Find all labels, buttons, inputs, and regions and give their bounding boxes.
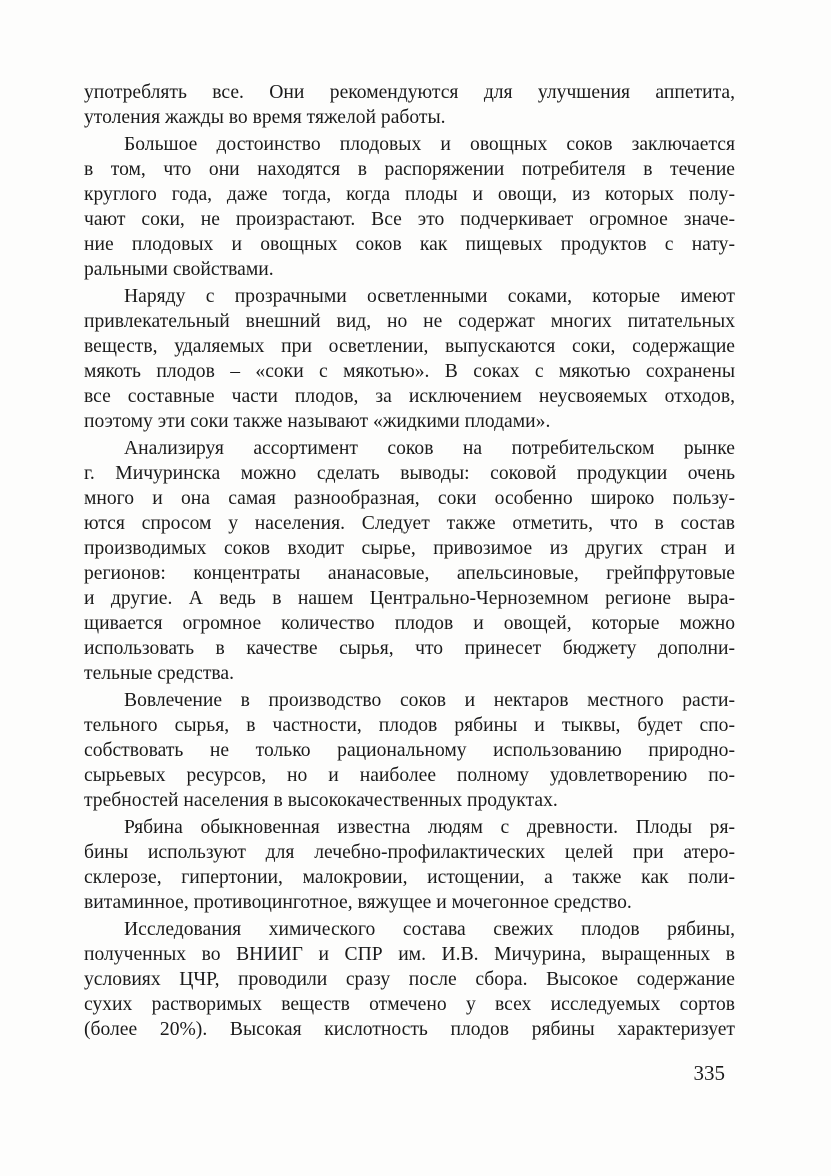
text-line: чают соки, не произрастают. Все это подчеркивает огромное значе- — [84, 209, 735, 230]
text-line: щивается огромное количество плодов и овощей, которые можно — [84, 613, 735, 634]
text-line: тельные средства. — [84, 663, 234, 684]
text-line: Большое достоинство плодовых и овощных соков заключается — [124, 134, 735, 155]
text-line: собствовать не только рациональному использованию природно- — [84, 740, 735, 761]
text-line: использовать в качестве сырья, что принесет бюджету дополни- — [84, 638, 735, 659]
text-line: Анализируя ассортимент соков на потребительском рынке — [124, 438, 735, 459]
text-line: ются спросом у населения. Следует также отметить, что в состав — [84, 513, 735, 534]
text-line: Наряду с прозрачными осветленными соками, которые имеют — [124, 286, 735, 307]
text-line: и другие. А ведь в нашем Центрально-Черноземном регионе выра- — [84, 588, 735, 609]
text-line: в том, что они находятся в распоряжении потребителя в течение — [84, 159, 735, 180]
text-line: склерозе, гипертонии, малокровии, истощении, а также как поли- — [84, 867, 735, 888]
text-line: веществ, удаляемых при осветлении, выпускаются соки, содержащие — [84, 336, 735, 357]
text-line: ральными свойствами. — [84, 259, 274, 280]
text-line: Вовлечение в производство соков и нектаров местного расти- — [124, 690, 735, 711]
text-line: мякоть плодов – «соки с мякотью». В соках с мякотью сохранены — [84, 361, 735, 382]
text-line: круглого года, даже тогда, когда плоды и овощи, из которых полу- — [84, 184, 735, 205]
text-line: поэтому эти соки также называют «жидкими плодами». — [84, 411, 551, 432]
text-line: производимых соков входит сырье, привозимое из других стран и — [84, 538, 735, 559]
text-line: все составные части плодов, за исключением неусвояемых отходов, — [84, 386, 735, 407]
page-number: 335 — [693, 1061, 725, 1085]
text-line: бины используют для лечебно-профилактических целей при атеро- — [84, 842, 735, 863]
text-line: Исследования химического состава свежих плодов рябины, — [124, 919, 735, 940]
text-line: регионов: концентраты ананасовые, апельсиновые, грейпфрутовые — [84, 563, 735, 584]
text-line: (более 20%). Высокая кислотность плодов рябины характеризует — [84, 1019, 735, 1040]
text-line: г. Мичуринска можно сделать выводы: соковой продукции очень — [84, 463, 735, 484]
text-line: ние плодовых и овощных соков как пищевых продуктов с нату- — [84, 234, 735, 255]
text-line: много и она самая разнообразная, соки особенно широко пользу- — [84, 488, 735, 509]
text-line: привлекательный внешний вид, но не содержат многих питательных — [84, 311, 735, 332]
text-line: Рябина обыкновенная известна людям с древности. Плоды ря- — [124, 817, 735, 838]
text-line: условиях ЦЧР, проводили сразу после сбора. Высокое содержание — [84, 969, 735, 990]
text-line: употреблять все. Они рекомендуются для улучшения аппетита, — [84, 82, 735, 103]
text-line: сухих растворимых веществ отмечено у всех исследуемых сортов — [84, 994, 735, 1015]
text-line: утоления жажды во время тяжелой работы. — [84, 107, 446, 128]
text-line: требностей населения в высококачественных продуктах. — [84, 790, 558, 811]
text-line: тельного сырья, в частности, плодов рябины и тыквы, будет спо- — [84, 715, 735, 736]
text-line: витаминное, противоцинготное, вяжущее и мочегонное средство. — [84, 892, 632, 913]
text-line: полученных во ВНИИГ и СПР им. И.В. Мичурина, выращенных в — [84, 944, 735, 965]
text-line: сырьевых ресурсов, но и наиболее полному удовлетворению по- — [84, 765, 735, 786]
